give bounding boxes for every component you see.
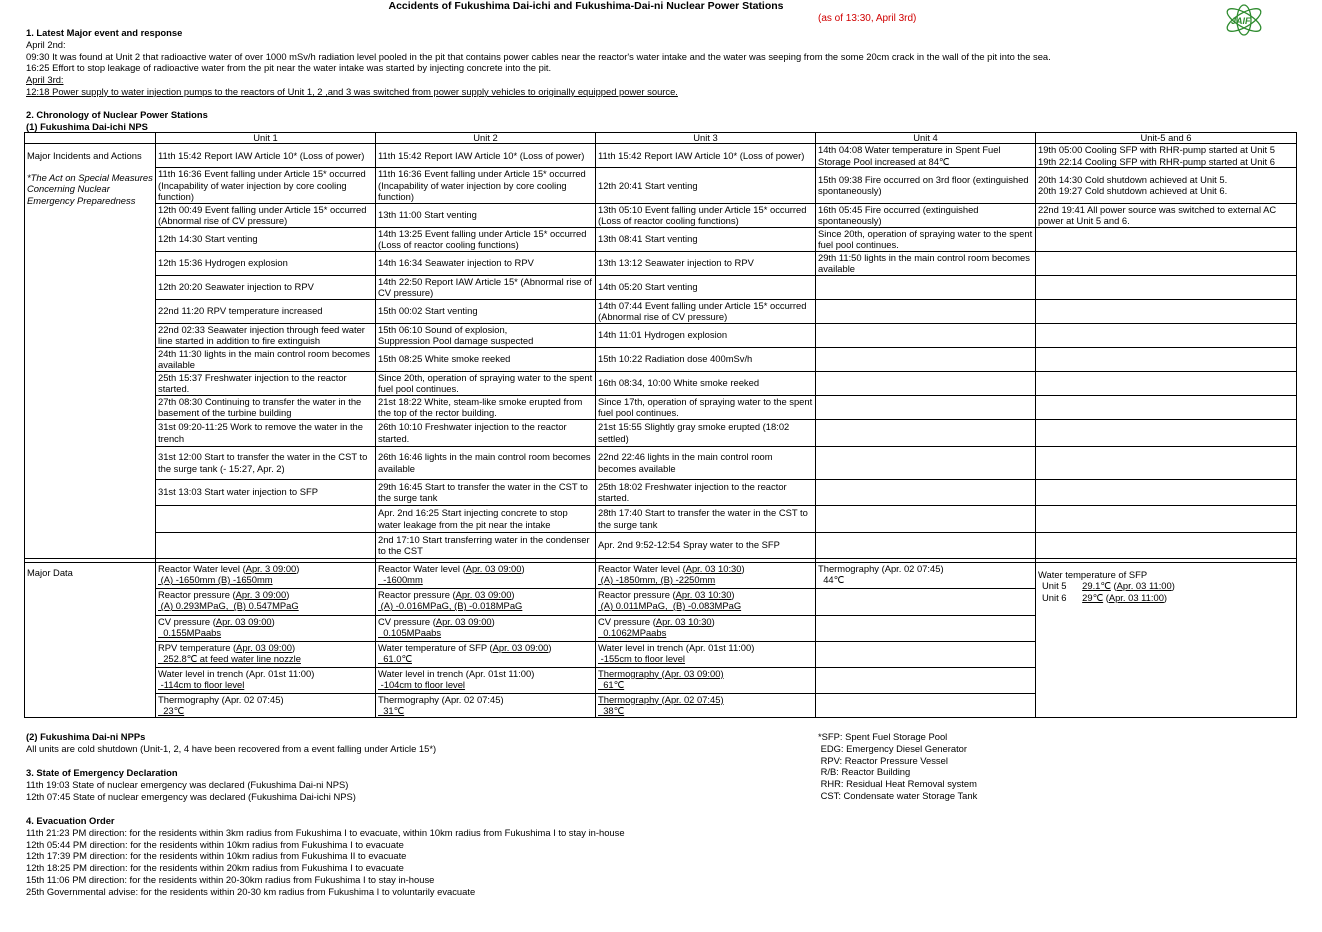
data-value: 0.155MPaabs	[158, 627, 222, 638]
incident-cell: 11th 16:36 Event falling under Article 15* occurred (Incapability of water injection by core cooling function)	[156, 168, 376, 204]
incident-cell	[816, 479, 1036, 505]
section-evacuation-order	[26, 815, 625, 897]
incident-row	[25, 505, 1297, 532]
daiichi-subheading: (1) Fukushima Dai-ichi NPS	[26, 120, 148, 132]
data-label-line	[598, 668, 813, 680]
column-header: Unit 4	[816, 133, 1036, 144]
section-latest-event	[26, 27, 1051, 98]
unit6-sfp-temp: Unit 6 29℃ (Apr. 03 11:00)	[1042, 591, 1168, 603]
major-data-cell	[816, 615, 1036, 641]
incident-cell: 28th 17:40 Start to transfer the water in the CST to the surge tank	[596, 505, 816, 532]
data-date: Apr. 03 09:00	[435, 615, 492, 627]
section1-line: 09:30 It was found at Unit 2 that radioactive water of over 1000 mSv/h radiation level pooled in the pit that contains power cables near the reactor's water intake and the water was seeping from the some 20cm crack in the wall of the pit into the sea.	[26, 50, 1051, 62]
section1-line: April 3rd:	[26, 74, 64, 85]
incident-cell	[1036, 347, 1297, 371]
incident-row	[25, 479, 1297, 505]
incident-row	[25, 323, 1297, 347]
major-data-cell	[376, 641, 596, 667]
data-value: 252.8℃ at feed water line nozzle	[158, 653, 301, 664]
glossary-item: R/B: Reactor Building	[818, 766, 911, 778]
incident-row	[25, 395, 1297, 419]
major-data-cell	[376, 693, 596, 717]
data-label-end: )	[286, 588, 290, 600]
section1-line: 16:25 Effort to stop leakage of radioactive water from the pit near the water intake was started by injecting concrete into the pit.	[26, 62, 552, 74]
incident-cell	[1036, 251, 1297, 275]
section2-heading: 2. Chronology of Nuclear Power Stations	[26, 109, 208, 120]
data-label-end: )	[491, 615, 495, 627]
major-data-cell	[376, 667, 596, 693]
incident-cell: 31st 13:03 Start water injection to SFP	[156, 479, 376, 505]
page-title: Accidents of Fukushima Dai-ichi and Fukushima-Dai-ni Nuclear Power Stations	[388, 0, 784, 12]
incident-cell: 15th 10:22 Radiation dose 400mSv/h	[596, 347, 816, 371]
incident-cell: 14th 07:44 Event falling under Article 15* occurred (Abnormal rise of CV pressure)	[596, 299, 816, 323]
major-data-cell	[376, 615, 596, 641]
incident-row	[25, 532, 1297, 558]
incident-cell: 22nd 19:41 All power source was switched to external AC power at Unit 5 and 6.	[1036, 203, 1297, 227]
incident-cell: 19th 05:00 Cooling SFP with RHR-pump started at Unit 5 19th 22:14 Cooling SFP with RHR-pump started at Unit 6	[1036, 144, 1297, 168]
data-label-end: )	[271, 615, 275, 627]
section4-line: 11th 21:23 PM direction: for the residents within 3km radius from Fukushima I to evacuate, within 10km radius from Fukushima I to stay in-house	[26, 826, 625, 838]
data-label: Reactor Water level (	[598, 562, 686, 574]
data-label: Reactor Water level (	[378, 562, 466, 574]
data-date: Apr. 3 09:00	[235, 588, 287, 600]
incident-cell: 14th 11:01 Hydrogen explosion	[596, 323, 816, 347]
incident-cell: 13th 05:10 Event falling under Article 15* occurred (Loss of reactor cooling functions)	[596, 203, 816, 227]
section1-heading: 1. Latest Major event and response	[26, 27, 183, 38]
major-data-label: Major Data	[27, 566, 73, 578]
major-data-cell	[816, 667, 1036, 693]
incident-cell: Since 20th, operation of spraying water to the spent fuel pool continues.	[816, 227, 1036, 251]
major-data-cell	[596, 641, 816, 667]
incident-row	[25, 347, 1297, 371]
incident-cell: 16th 08:34, 10:00 White smoke reeked	[596, 371, 816, 395]
incident-cell: Apr. 2nd 9:52-12:54 Spray water to the SFP	[596, 532, 816, 558]
incident-cell: 15th 00:02 Start venting	[376, 299, 596, 323]
table-header-row	[25, 133, 1297, 144]
incident-cell: 12th 20:20 Seawater injection to RPV	[156, 275, 376, 299]
data-value: -155cm to floor level	[598, 653, 686, 664]
data-value: 61℃	[598, 679, 625, 690]
glossary-item: *SFP: Spent Fuel Storage Pool	[818, 731, 948, 742]
incident-cell: 26th 10:10 Freshwater injection to the reactor started.	[376, 419, 596, 446]
incident-cell	[156, 505, 376, 532]
section4-line: 15th 11:06 PM direction: for the residents within 20-30km radius from Fukushima I to stay in-house	[26, 873, 435, 885]
data-value: 0.105MPaabs	[378, 627, 442, 638]
data-label-line	[378, 694, 593, 706]
incident-cell: 13th 08:41 Start venting	[596, 227, 816, 251]
data-value: (A) 0.011MPaG, (B) -0.083MPaG	[598, 600, 742, 611]
data-label-line	[158, 616, 373, 628]
incident-cell: Since 20th, operation of spraying water to the spent fuel pool continues.	[376, 371, 596, 395]
unit56-data-cell	[1036, 562, 1297, 717]
incident-cell: 24th 11:30 lights in the main control room becomes available	[156, 347, 376, 371]
incident-cell: 14th 22:50 Report IAW Article 15* (Abnormal rise of CV pressure)	[376, 275, 596, 299]
incident-cell	[1036, 532, 1297, 558]
incident-cell: 15th 09:38 Fire occurred on 3rd floor (extinguished spontaneously)	[816, 168, 1036, 204]
incident-cell: Apr. 2nd 16:25 Start injecting concrete to stop water leakage from the pit near the intake	[376, 505, 596, 532]
data-date: Apr. 03 09:00	[465, 562, 522, 574]
major-data-cell	[596, 615, 816, 641]
data-value: -114cm to floor level	[158, 679, 245, 690]
major-data-cell	[816, 641, 1036, 667]
major-data-cell	[156, 615, 376, 641]
incident-cell	[816, 532, 1036, 558]
data-value: (A) 0.293MPaG, (B) 0.547MPaG	[158, 600, 299, 611]
data-label-line	[378, 668, 593, 680]
incident-cell: 11th 15:42 Report IAW Article 10* (Loss of power)	[596, 144, 816, 168]
data-date: Apr. 03 09:00	[455, 588, 512, 600]
incident-cell	[1036, 227, 1297, 251]
incident-cell	[816, 395, 1036, 419]
glossary-item: RPV: Reactor Pressure Vessel	[818, 754, 948, 766]
incident-cell: 21st 18:22 White, steam-like smoke erupted from the top of the rector building.	[376, 395, 596, 419]
section4-line: 12th 05:44 PM direction: for the residents within 10km radius from Fukushima I to evacuate	[26, 838, 404, 850]
incident-cell: 15th 06:10 Sound of explosion, Suppression Pool damage suspected	[376, 323, 596, 347]
data-label-line	[598, 694, 813, 706]
data-date: Apr. 03 10:30	[655, 615, 712, 627]
incident-row	[25, 419, 1297, 446]
data-label: Water temperature of SFP (	[378, 641, 493, 653]
incident-row	[25, 371, 1297, 395]
incident-cell: 14th 04:08 Water temperature in Spent Fuel Storage Pool increased at 84℃	[816, 144, 1036, 168]
daini-heading: (2) Fukushima Dai-ni NPPs	[26, 731, 146, 742]
incident-cell: 11th 16:36 Event falling under Article 15* occurred (Incapability of water injection by core cooling function)	[376, 168, 596, 204]
incident-cell	[1036, 395, 1297, 419]
incident-cell	[1036, 505, 1297, 532]
column-header: Unit 2	[376, 133, 596, 144]
unit56-data-heading: Water temperature of SFP	[1038, 568, 1148, 580]
data-label-line	[378, 589, 593, 601]
incident-row	[25, 227, 1297, 251]
major-data-cell	[156, 667, 376, 693]
data-label: Water level in trench (Apr. 01st 11:00)	[158, 667, 315, 679]
glossary-item: CST: Condensate water Storage Tank	[818, 789, 978, 801]
incident-cell: 20th 14:30 Cold shutdown achieved at Unit 5. 20th 19:27 Cold shutdown achieved at Unit 6.	[1036, 168, 1297, 204]
data-label-line	[598, 616, 813, 628]
footnote-act: *The Act on Special Measures Concerning Nuclear Emergency Preparedness	[27, 171, 153, 206]
section4-line: 25th Governmental advise: for the residents within 20-30 km radius from Fukushima I to voluntarily evacuate	[26, 885, 476, 897]
incident-cell: 14th 16:34 Seawater injection to RPV	[376, 251, 596, 275]
incidents-label: Major Incidents and Actions	[27, 150, 142, 161]
incident-row	[25, 275, 1297, 299]
data-label: Thermography (Apr. 02 07:45)	[158, 693, 284, 705]
data-value: (A) -1650mm (B) -1650mm	[158, 574, 273, 585]
section4-line: 12th 18:25 PM direction: for the residents within 20km radius from Fukushima I to evacuate	[26, 862, 404, 873]
major-data-cell	[376, 588, 596, 615]
major-data-row	[25, 562, 1297, 588]
data-label: Water level in trench (Apr. 01st 11:00)	[378, 667, 535, 679]
unit6-value: 29℃	[1082, 591, 1104, 603]
major-data-cell	[816, 693, 1036, 717]
data-label-line	[158, 694, 373, 706]
major-data-cell	[816, 562, 1036, 588]
incident-cell: 16th 05:45 Fire occurred (extinguished spontaneously)	[816, 203, 1036, 227]
data-label: Reactor Water level (	[158, 562, 246, 574]
data-date: Apr. 03 09:00	[215, 615, 272, 627]
major-data-cell	[596, 562, 816, 588]
data-value: 61.0℃	[378, 653, 412, 664]
data-value: (A) -0.016MPaG, (B) -0.018MPaG	[378, 600, 523, 611]
incident-row	[25, 446, 1297, 479]
glossary-item: RHR: Residual Heat Removal system	[818, 778, 977, 789]
incident-cell	[816, 505, 1036, 532]
data-label: Thermography (Apr. 02 07:45)	[818, 562, 944, 574]
data-value: 31℃	[378, 705, 405, 716]
incident-cell: 12th 00:49 Event falling under Article 15* occurred (Abnormal rise of CV pressure)	[156, 203, 376, 227]
section-daini	[26, 731, 436, 755]
incident-cell	[816, 446, 1036, 479]
major-data-cell	[156, 641, 376, 667]
major-data-cell	[156, 562, 376, 588]
glossary-item: EDG: Emergency Diesel Generator	[818, 742, 968, 754]
incident-cell	[816, 323, 1036, 347]
incident-cell: 31st 12:00 Start to transfer the water in the CST to the surge tank (- 15:27, Apr. 2)	[156, 446, 376, 479]
section1-line: 12:18 Power supply to water injection pumps to the reactors of Unit 1, 2 ,and 3 was switched from power supply vehicles to originally equipped power source.	[26, 85, 678, 97]
data-label-line	[378, 616, 593, 628]
chronology-table	[24, 132, 1297, 718]
incident-row	[25, 203, 1297, 227]
incident-cell: 25th 18:02 Freshwater injection to the reactor started.	[596, 479, 816, 505]
incident-cell: 11th 15:42 Report IAW Article 10* (Loss of power)	[156, 144, 376, 168]
data-label: CV pressure (	[378, 615, 436, 627]
data-label-end: )	[521, 562, 525, 574]
section4-heading: 4. Evacuation Order	[26, 815, 115, 826]
incident-cell	[816, 299, 1036, 323]
incident-row	[25, 299, 1297, 323]
unit5-value: 29.1℃	[1082, 580, 1111, 591]
incident-cell	[1036, 446, 1297, 479]
incident-cell: 22nd 02:33 Seawater injection through feed water line started in addition to fire extinguish	[156, 323, 376, 347]
column-header: Unit-5 and 6	[1036, 133, 1297, 144]
unit6-date: Apr. 03 11:00	[1108, 591, 1164, 603]
incident-cell	[1036, 323, 1297, 347]
incident-cell: 29th 16:45 Start to transfer the water in the CST to the surge tank	[376, 479, 596, 505]
data-label-end: )	[296, 562, 300, 574]
data-label-end: )	[741, 562, 745, 574]
incident-cell: 22nd 11:20 RPV temperature increased	[156, 299, 376, 323]
unit5-label: Unit 5	[1042, 580, 1067, 591]
data-label-end: )	[711, 615, 715, 627]
incident-cell: 12th 14:30 Start venting	[156, 227, 376, 251]
jaif-logo-icon	[1222, 4, 1266, 40]
major-data-cell	[596, 588, 816, 615]
data-value: 38℃	[598, 705, 625, 716]
section-emergency-declaration	[26, 767, 356, 802]
unit5-sfp-temp: Unit 5 29.1℃ (Apr. 03 11:00)	[1042, 580, 1175, 591]
data-value: -104cm to floor level	[378, 679, 466, 690]
data-label: Reactor pressure (	[158, 588, 236, 600]
data-label: CV pressure (	[598, 615, 656, 627]
incident-row	[25, 144, 1297, 168]
data-label-line	[598, 563, 813, 575]
data-value: 44℃	[818, 574, 845, 585]
major-data-cell	[816, 588, 1036, 615]
data-label: Thermography (Apr. 02 07:45)	[378, 693, 504, 705]
data-value: -1600mm	[378, 574, 423, 585]
incident-cell: 13th 11:00 Start venting	[376, 203, 596, 227]
data-date: Thermography (Apr. 03 09:00)	[598, 667, 724, 679]
data-label-end: )	[731, 588, 735, 600]
data-label-line	[598, 642, 813, 654]
section-chronology	[26, 109, 208, 133]
incident-cell: 27th 08:30 Continuing to transfer the water in the basement of the turbine building	[156, 395, 376, 419]
incident-cell: 13th 13:12 Seawater injection to RPV	[596, 251, 816, 275]
incident-cell	[1036, 299, 1297, 323]
data-date: Apr. 03 10:30	[675, 588, 732, 600]
section3-line: 12th 07:45 State of nuclear emergency was declared (Fukushima Dai-ichi NPS)	[26, 790, 356, 802]
data-label: Reactor pressure (	[378, 588, 456, 600]
data-label-end: )	[291, 641, 296, 653]
incident-cell: 11th 15:42 Report IAW Article 10* (Loss of power)	[376, 144, 596, 168]
data-label-line	[158, 668, 373, 680]
major-data-cell	[376, 562, 596, 588]
data-date: Thermography (Apr. 02 07:45)	[598, 693, 724, 705]
incident-cell	[156, 532, 376, 558]
incident-cell: 14th 13:25 Event falling under Article 15* occurred (Loss of reactor cooling functions)	[376, 227, 596, 251]
data-label-line	[158, 642, 373, 654]
incident-row	[25, 168, 1297, 204]
section1-line: April 2nd:	[26, 38, 66, 50]
header-blank	[25, 133, 156, 144]
incident-cell: 25th 15:37 Freshwater injection to the reactor started.	[156, 371, 376, 395]
data-label-line	[378, 642, 593, 654]
data-label: Water level in trench (Apr. 01st 11:00)	[598, 641, 755, 653]
incident-cell	[1036, 371, 1297, 395]
incident-cell: 12th 20:41 Start venting	[596, 168, 816, 204]
svg-text:JAIF: JAIF	[1231, 16, 1251, 26]
incident-cell: 22nd 22:46 lights in the main control room becomes available	[596, 446, 816, 479]
incident-cell	[816, 347, 1036, 371]
incident-cell: 21st 15:55 Slightly gray smoke erupted (18:02 settled)	[596, 419, 816, 446]
data-value: 0.1062MPaabs	[598, 627, 667, 638]
unit5-date: Apr. 03 11:00	[1116, 580, 1172, 591]
data-date: Apr. 03 10:30	[685, 562, 742, 574]
incident-cell: Since 17th, operation of spraying water to the spent fuel pool continues.	[596, 395, 816, 419]
incident-cell	[1036, 479, 1297, 505]
major-data-label-cell	[25, 562, 156, 717]
glossary	[818, 731, 977, 802]
incident-cell: 12th 15:36 Hydrogen explosion	[156, 251, 376, 275]
data-date: Apr. 3 09:00	[245, 562, 297, 574]
incident-cell: 2nd 17:10 Start transferring water in the condenser to the CST	[376, 532, 596, 558]
section3-line: 11th 19:03 State of nuclear emergency was declared (Fukushima Dai-ni NPS)	[26, 778, 349, 790]
data-value: (A) -1850mm, (B) -2250mm	[598, 574, 716, 585]
incident-cell	[816, 419, 1036, 446]
incident-cell	[816, 371, 1036, 395]
major-data-cell	[156, 693, 376, 717]
incident-cell: 14th 05:20 Start venting	[596, 275, 816, 299]
section4-line: 12th 17:39 PM direction: for the residents within 10km radius from Fukushima II to evacuate	[26, 850, 407, 862]
incident-cell: 26th 16:46 lights in the main control room becomes available	[376, 446, 596, 479]
major-data-cell	[596, 667, 816, 693]
incident-cell	[1036, 419, 1297, 446]
incident-cell	[1036, 275, 1297, 299]
data-label: Reactor pressure (	[598, 588, 676, 600]
incident-row	[25, 251, 1297, 275]
data-label-line	[158, 563, 373, 575]
column-header: Unit 1	[156, 133, 376, 144]
data-date: Apr. 03 09:00	[236, 641, 292, 653]
data-label-end: )	[548, 641, 552, 653]
as-of-timestamp: (as of 13:30, April 3rd)	[818, 13, 917, 24]
data-value: 23℃	[158, 705, 185, 716]
data-label-end: )	[511, 588, 515, 600]
data-label-line	[158, 589, 373, 601]
major-data-cell	[156, 588, 376, 615]
major-data-cell	[596, 693, 816, 717]
data-label-line	[818, 563, 1033, 575]
unit6-label: Unit 6	[1042, 591, 1067, 603]
data-label-line	[598, 589, 813, 601]
data-label: CV pressure (	[158, 615, 216, 627]
data-date: Apr. 03 09:00	[492, 641, 549, 653]
incident-cell: 31st 09:20-11:25 Work to remove the water in the trench	[156, 419, 376, 446]
data-label: RPV temperature (	[158, 641, 237, 653]
incident-cell	[816, 275, 1036, 299]
section3-heading: 3. State of Emergency Declaration	[26, 767, 178, 778]
column-header: Unit 3	[596, 133, 816, 144]
daini-text: All units are cold shutdown (Unit-1, 2, 4 have been recovered from a event falling under Article 15*)	[26, 742, 437, 754]
incident-cell: 15th 08:25 White smoke reeked	[376, 347, 596, 371]
data-label-line	[378, 563, 593, 575]
incident-cell: 29th 11:50 lights in the main control room becomes available	[816, 251, 1036, 275]
incidents-label-cell	[25, 144, 156, 559]
